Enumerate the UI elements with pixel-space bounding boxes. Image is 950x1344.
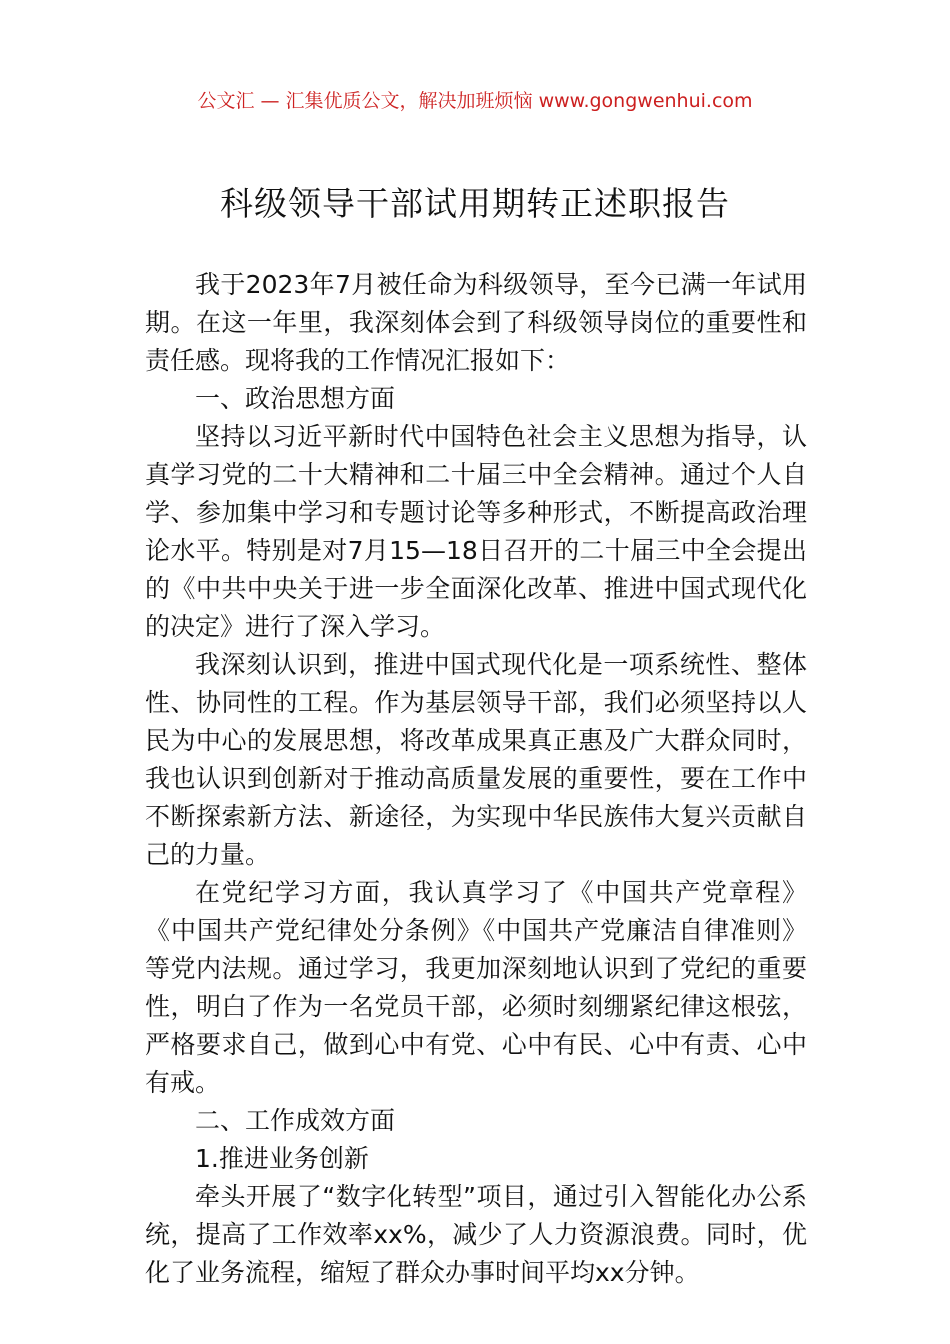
section-heading-political: 一、政治思想方面 (195, 384, 396, 413)
paragraph-digital-transformation: 牵头开展了“数字化转型”项目，通过引入智能化办公系统，提高了工作效率xx%，减少了人力资源浪费。同时，优化了业务流程，缩短了群众办事时间平均xx分钟。 (145, 1182, 807, 1287)
paragraph-modernization: 我深刻认识到，推进中国式现代化是一项系统性、整体性、协同性的工程。作为基层领导干部，我们必须坚持以人民为中心的发展思想，将改革成果真正惠及广大群众同时，我也认识到创新对于推动高质量发展的重要性，要在工作中不断探索新方法、新途径，为实现中华民族伟大复兴贡献自己的力量。 (145, 650, 807, 869)
paragraph-intro: 我于2023年7月被任命为科级领导，至今已满一年试用期。在这一年里，我深刻体会到了科级领导岗位的重要性和责任感。现将我的工作情况汇报如下： (145, 270, 807, 375)
paragraph-political-study: 坚持以习近平新时代中国特色社会主义思想为指导，认真学习党的二十大精神和二十届三中全会精神。通过个人自学、参加集中学习和专题讨论等多种形式，不断提高政治理论水平。特别是对7月15—18日召开的二十届三中全会提出的《中共中央关于进一步全面深化改革、推进中国式现代化的决定》进行了深入学习。 (145, 422, 807, 641)
paragraph-discipline: 在党纪学习方面，我认真学习了《中国共产党章程》《中国共产党纪律处分条例》《中国共产党廉洁自律准则》等党内法规。通过学习，我更加深刻地认识到了党纪的重要性，明白了作为一名党员干部，必须时刻绷紧纪律这根弦，严格要求自己，做到心中有党、心中有民、心中有责、心中有戒。 (145, 878, 807, 1097)
document-title: 科级领导干部试用期转正述职报告 (220, 184, 730, 223)
section-heading-results: 二、工作成效方面 (195, 1106, 396, 1135)
subheading-innovation: 1.推进业务创新 (195, 1144, 369, 1173)
site-banner: 公文汇 — 汇集优质公文，解决加班烦恼 www.gongwenhui.com (197, 90, 753, 112)
document-body (145, 266, 807, 1292)
